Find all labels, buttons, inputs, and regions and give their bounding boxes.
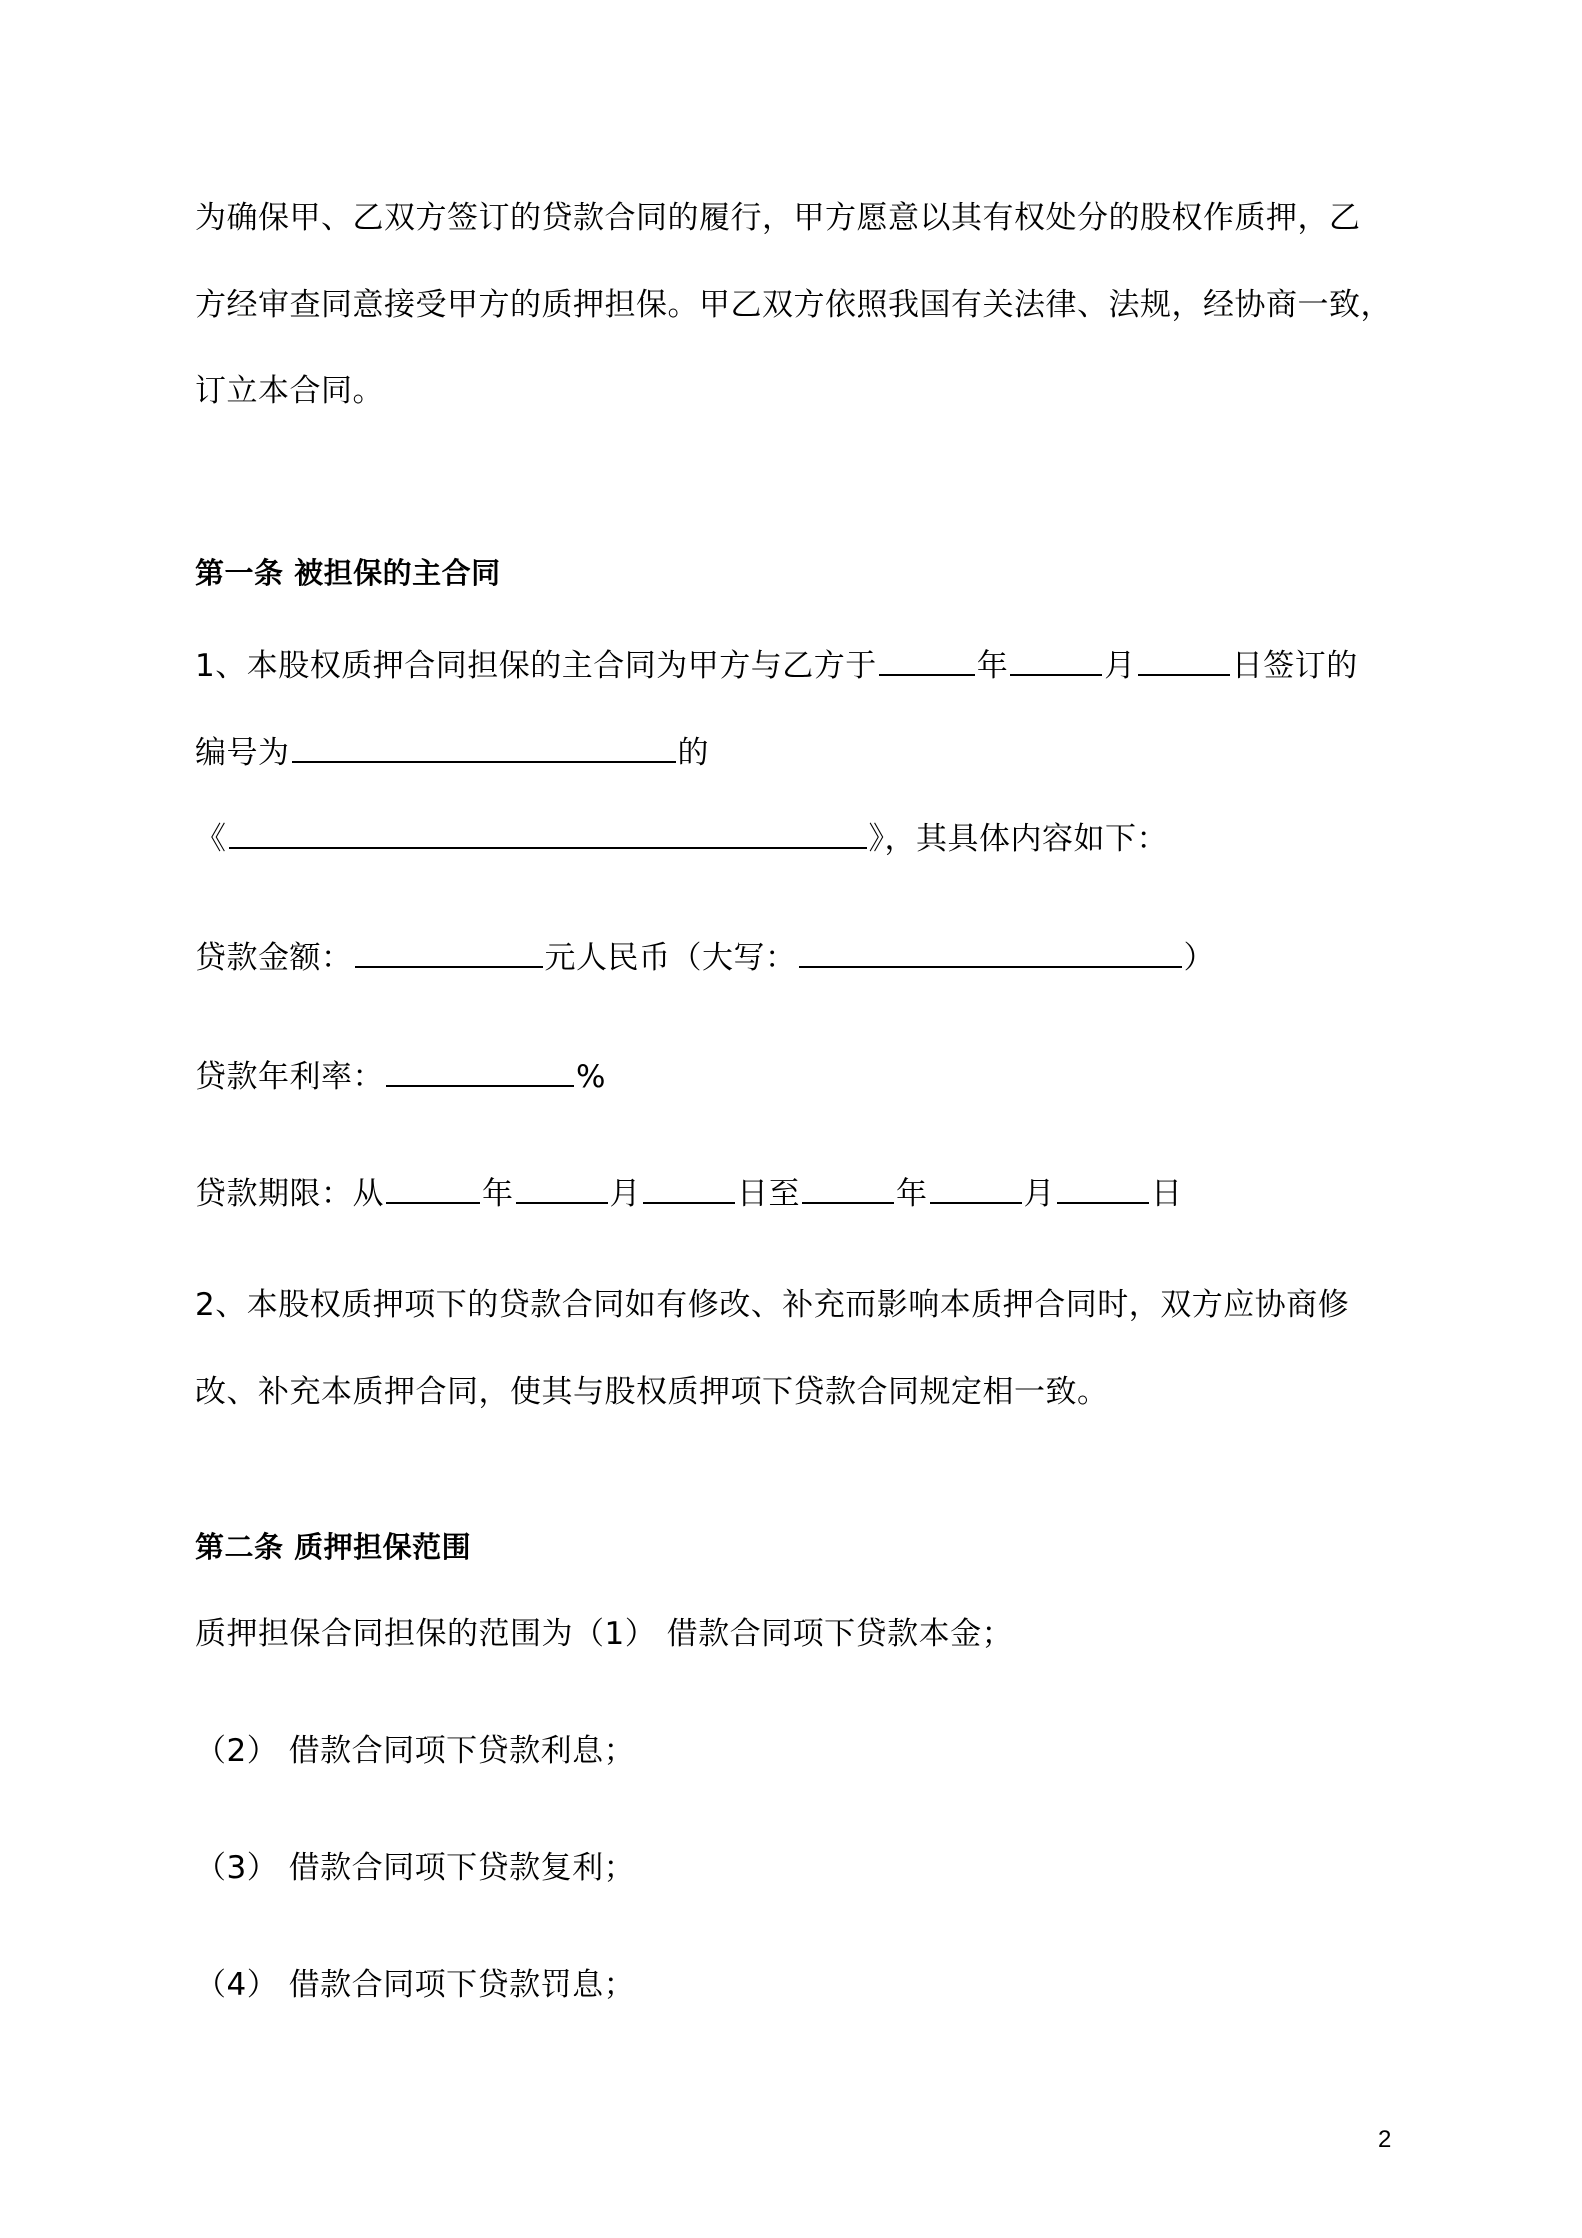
scope-line-3: （3） 借款合同项下贷款复利；	[195, 1850, 636, 1886]
amount-label: 贷款金额：	[195, 940, 353, 976]
page-number: 2	[1378, 2126, 1392, 2153]
day-to-label: 日至	[737, 1176, 800, 1212]
item-1-prefix: 1、本股权质押合同担保的主合同为甲方与乙方于	[195, 648, 877, 684]
intro-line-2: 方经审查同意接受甲方的质押担保。甲乙双方依照我国有关法律、法规，经协商一致，	[195, 287, 1392, 323]
rate-label: 贷款年利率：	[195, 1059, 384, 1095]
of-label: 的	[677, 735, 709, 771]
article-1-item-1-line	[195, 640, 1358, 686]
contract-title-line	[195, 813, 1168, 859]
intro-line-1: 为确保甲、乙双方签订的贷款合同的履行，甲方愿意以其有权处分的股权作质押，乙	[195, 200, 1361, 236]
end-day-blank[interactable]	[1057, 1168, 1149, 1204]
start-month-label: 月	[609, 1176, 641, 1212]
contract-number-line	[195, 727, 709, 773]
amount-blank[interactable]	[355, 932, 543, 968]
scope-line-1: 质押担保合同担保的范围为（1） 借款合同项下贷款本金；	[195, 1616, 1014, 1652]
end-year-label: 年	[896, 1176, 928, 1212]
rate-blank[interactable]	[386, 1051, 574, 1087]
start-day-blank[interactable]	[643, 1168, 735, 1204]
loan-term-line	[195, 1168, 1183, 1214]
number-label: 编号为	[195, 735, 290, 771]
loan-rate-line	[195, 1051, 606, 1097]
scope-line-4: （4） 借款合同项下贷款罚息；	[195, 1967, 636, 2003]
contract-title-blank[interactable]	[229, 813, 867, 849]
article-1-item-2-line-1: 2、本股权质押项下的贷款合同如有修改、补充而影响本质押合同时，双方应协商修	[195, 1287, 1350, 1323]
day-blank[interactable]	[1138, 640, 1230, 676]
start-year-blank[interactable]	[386, 1168, 480, 1204]
scope-line-2: （2） 借款合同项下贷款利息；	[195, 1733, 636, 1769]
end-day-label: 日	[1151, 1176, 1183, 1212]
intro-line-3: 订立本合同。	[195, 373, 384, 409]
article-1-heading: 第一条 被担保的主合同	[195, 556, 501, 590]
month-label: 月	[1104, 648, 1136, 684]
article-2-heading: 第二条 质押担保范围	[195, 1530, 472, 1564]
amount-unit: 元人民币（大写：	[544, 940, 797, 976]
end-month-label: 月	[1023, 1176, 1055, 1212]
contract-number-blank[interactable]	[292, 727, 676, 763]
close-quote-label: 》，其具体内容如下：	[868, 821, 1168, 857]
amount-close: ）	[1183, 940, 1215, 976]
open-quote: 《	[195, 821, 227, 857]
term-label: 贷款期限：从	[195, 1176, 384, 1212]
year-label: 年	[976, 648, 1009, 684]
loan-amount-line	[195, 932, 1215, 978]
end-month-blank[interactable]	[930, 1168, 1022, 1204]
end-year-blank[interactable]	[802, 1168, 894, 1204]
year-blank[interactable]	[879, 640, 975, 676]
start-year-label: 年	[482, 1176, 514, 1212]
start-month-blank[interactable]	[516, 1168, 608, 1204]
month-blank[interactable]	[1010, 640, 1102, 676]
rate-unit: %	[576, 1059, 606, 1095]
amount-words-blank[interactable]	[799, 932, 1182, 968]
day-signed-label: 日签订的	[1231, 648, 1358, 684]
article-1-item-2-line-2: 改、补充本质押合同，使其与股权质押项下贷款合同规定相一致。	[195, 1374, 1109, 1410]
